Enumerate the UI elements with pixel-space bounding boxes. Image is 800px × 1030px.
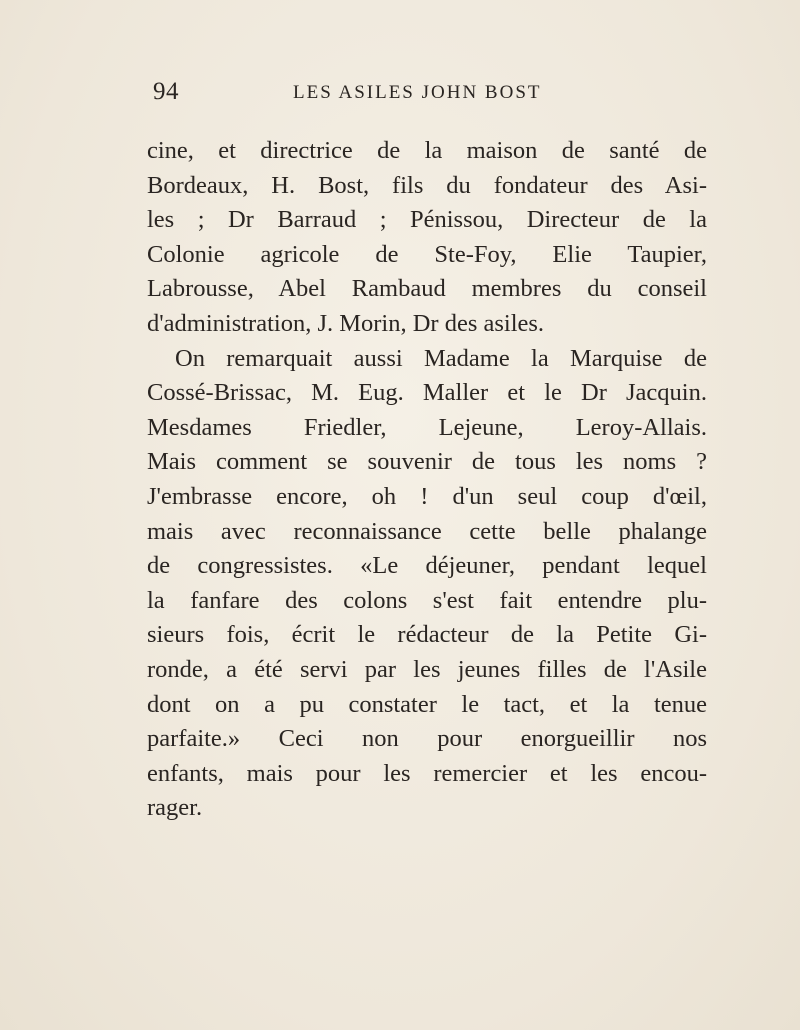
text-line: Mesdames Friedler, Lejeune, Leroy-Allais. — [147, 413, 707, 441]
running-head: LES ASILES JOHN BOST — [293, 82, 542, 103]
text-line: enfants, mais pour les remercier et les encou- — [147, 759, 707, 787]
text-line: Cossé-Brissac, M. Eug. Maller et le Dr Jacquin. — [147, 379, 707, 407]
text-line: d'administration, J. Morin, Dr des asiles. — [147, 309, 545, 337]
text-line: les ; Dr Barraud ; Pénissou, Directeur de la — [147, 206, 707, 234]
page-number: 94 — [153, 78, 179, 105]
text-line: la fanfare des colons s'est fait entendre plu- — [147, 586, 707, 614]
text-line: cine, et directrice de la maison de santé de — [147, 137, 707, 164]
body-text — [147, 134, 707, 826]
text-line: de congressistes. «Le déjeuner, pendant lequel — [147, 552, 707, 580]
text-line: Colonie agricole de Ste-Foy, Elie Taupier, — [147, 240, 707, 268]
text-line: dont on a pu constater le tact, et la tenue — [147, 690, 707, 718]
text-line: J'embrasse encore, oh ! d'un seul coup d'œil, — [147, 482, 707, 510]
text-line: Bordeaux, H. Bost, fils du fondateur des Asi- — [147, 171, 707, 199]
text-line: sieurs fois, écrit le rédacteur de la Petite Gi- — [147, 621, 707, 649]
text-line: mais avec reconnaissance cette belle phalange — [147, 517, 707, 545]
text-line: ronde, a été servi par les jeunes filles de l'Asile — [147, 655, 707, 683]
page-header — [153, 74, 708, 114]
text-line: On remarquait aussi Madame la Marquise de — [175, 344, 707, 372]
text-line: rager. — [147, 794, 203, 822]
text-line: Mais comment se souvenir de tous les noms ? — [147, 448, 707, 476]
text-line: parfaite.» Ceci non pour enorgueillir nos — [147, 725, 707, 753]
text-line: Labrousse, Abel Rambaud membres du conseil — [147, 275, 707, 303]
